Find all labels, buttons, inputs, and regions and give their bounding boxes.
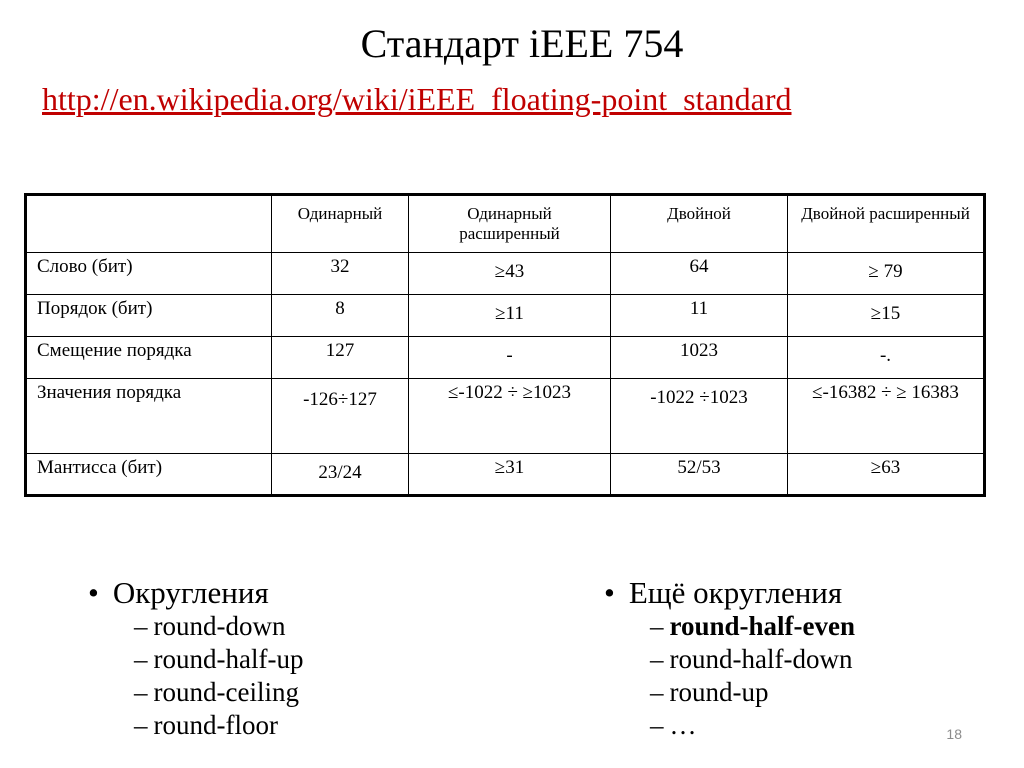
- rounding-heading: Ещё округления: [628, 575, 843, 610]
- rounding-sublist: [604, 610, 855, 742]
- rounding-list-left: [88, 576, 303, 742]
- table-header-double-extended: Двойной расширенный: [788, 195, 985, 253]
- table-row-exponent-bias: [26, 337, 985, 379]
- list-item-text: round-floor: [153, 710, 278, 741]
- table-cell: 64: [611, 253, 788, 295]
- rounding-list-right: [604, 576, 855, 742]
- table-row-mantissa-bits: [26, 454, 985, 496]
- table-row-word-bits: [26, 253, 985, 295]
- ieee754-format-table: [24, 193, 986, 497]
- table-cell: ≥ 79: [788, 253, 985, 295]
- bullet-icon: •: [88, 575, 99, 610]
- table-header-double: Двойной: [611, 195, 788, 253]
- row-label: Порядок (бит): [26, 295, 272, 337]
- table-cell: -.: [788, 337, 985, 379]
- table-cell: -: [409, 337, 611, 379]
- table-header-row: [26, 195, 985, 253]
- table-cell: 52/53: [611, 454, 788, 496]
- table-cell: 23/24: [272, 454, 409, 496]
- bullet-icon: •: [604, 575, 615, 610]
- slide-number: 18: [946, 726, 962, 742]
- table-header-empty: [26, 195, 272, 253]
- table-cell: 8: [272, 295, 409, 337]
- dash: –: [650, 677, 664, 708]
- wikipedia-link[interactable]: http://en.wikipedia.org/wiki/iEEE_floating-point_standard: [42, 81, 792, 117]
- list-item-text: round-half-even: [669, 611, 856, 642]
- table-cell: ≥11: [409, 295, 611, 337]
- table-row-exponent-bits: [26, 295, 985, 337]
- dash: –: [650, 644, 664, 675]
- list-item: [88, 709, 303, 742]
- list-item: [88, 643, 303, 676]
- dash: –: [650, 710, 664, 741]
- table-header-single-extended: Одинарный расширенный: [409, 195, 611, 253]
- list-item-text: round-half-up: [153, 644, 304, 675]
- table-cell: 1023: [611, 337, 788, 379]
- slide-title: Стандарт iEEE 754: [360, 21, 684, 66]
- table-cell: -126÷127: [272, 379, 409, 454]
- list-item: [604, 643, 855, 676]
- dash: –: [134, 677, 148, 708]
- dash: –: [650, 611, 664, 642]
- table-cell: ≤-16382 ÷ ≥ 16383: [788, 379, 985, 454]
- list-item: [88, 610, 303, 643]
- table-cell: -1022 ÷1023: [611, 379, 788, 454]
- table-cell: 11: [611, 295, 788, 337]
- row-label: Значения порядка: [26, 379, 272, 454]
- list-item: [88, 676, 303, 709]
- list-item: [604, 676, 855, 709]
- bullet-heading: [88, 576, 303, 610]
- dash: –: [134, 710, 148, 741]
- list-item-text: round-half-down: [669, 644, 853, 675]
- table-header-single: Одинарный: [272, 195, 409, 253]
- table-cell: ≥15: [788, 295, 985, 337]
- list-item-text: round-ceiling: [153, 677, 299, 708]
- list-item-text: round-down: [153, 611, 286, 642]
- table-cell: ≥31: [409, 454, 611, 496]
- table-cell: 32: [272, 253, 409, 295]
- row-label: Мантисса (бит): [26, 454, 272, 496]
- rounding-heading: Округления: [112, 575, 269, 610]
- row-label: Смещение порядка: [26, 337, 272, 379]
- list-item: [604, 709, 855, 742]
- table-cell: 127: [272, 337, 409, 379]
- list-item-text: …: [669, 710, 697, 741]
- bullet-heading: [604, 576, 855, 610]
- dash: –: [134, 611, 148, 642]
- list-item-text: round-up: [669, 677, 769, 708]
- rounding-sublist: [88, 610, 303, 742]
- table-cell: ≥63: [788, 454, 985, 496]
- dash: –: [134, 644, 148, 675]
- row-label: Слово (бит): [26, 253, 272, 295]
- table-cell: ≥43: [409, 253, 611, 295]
- list-item: [604, 610, 855, 643]
- table-row-exponent-range: [26, 379, 985, 454]
- table-cell: ≤-1022 ÷ ≥1023: [409, 379, 611, 454]
